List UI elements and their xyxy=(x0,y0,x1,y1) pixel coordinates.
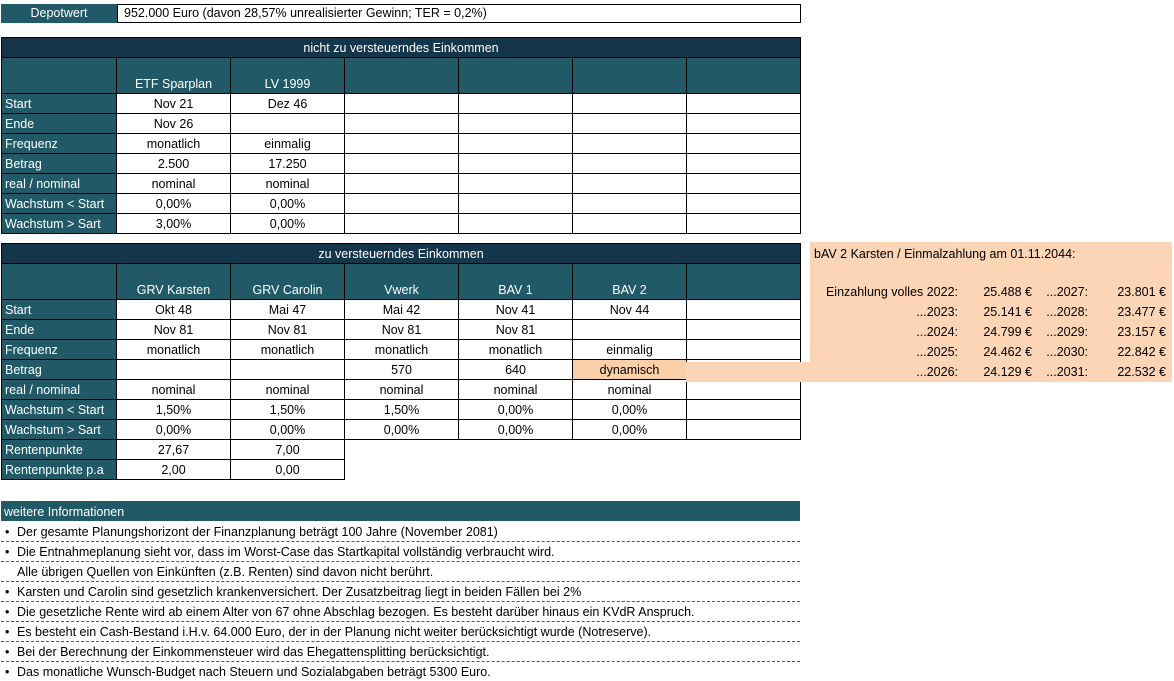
info-text: Bei der Berechnung der Einkommensteuer wird das Ehegattensplitting berücksichtigt. xyxy=(17,645,490,659)
bullet-icon: • xyxy=(5,545,10,559)
table-cell[interactable]: Nov 81 xyxy=(117,320,231,340)
column-header: Vwerk xyxy=(345,264,459,300)
table-cell[interactable]: 0,00% xyxy=(573,400,687,420)
table-cell-empty[interactable] xyxy=(687,114,801,134)
bav2-label: ...2031: xyxy=(1046,365,1088,379)
tax-free-income-table xyxy=(1,37,801,234)
info-text: Karsten und Carolin sind gesetzlich krankenversichert. Der Zusatzbeitrag liegt in beiden Fällen bei 2% xyxy=(17,585,582,599)
table-cell-empty[interactable] xyxy=(687,420,801,440)
bav2-value: 23.801 € xyxy=(1117,285,1166,299)
table-cell-empty[interactable] xyxy=(459,154,573,174)
table-cell[interactable]: Nov 81 xyxy=(231,320,345,340)
row-label: Rentenpunkte xyxy=(2,440,117,460)
table-cell-empty[interactable] xyxy=(687,400,801,420)
bav2-label: ...2030: xyxy=(1046,345,1088,359)
table-cell-empty[interactable] xyxy=(345,174,459,194)
table-cell-empty[interactable] xyxy=(687,340,801,360)
row-label: Frequenz xyxy=(2,340,117,360)
row-label: Wachstum > Sart xyxy=(2,420,117,440)
table-cell[interactable]: 0,00 xyxy=(231,460,345,480)
blank-cell xyxy=(345,440,459,460)
info-header: weitere Informationen xyxy=(1,501,800,521)
info-line xyxy=(1,642,800,662)
table-cell[interactable] xyxy=(573,320,687,340)
blank-cell xyxy=(459,440,573,460)
row-label: real / nominal xyxy=(2,174,117,194)
row-label: Wachstum < Start xyxy=(2,194,117,214)
table-cell[interactable] xyxy=(231,360,345,380)
bav2-row xyxy=(810,362,1172,382)
info-line xyxy=(1,622,800,642)
column-header: BAV 2 xyxy=(573,264,687,300)
bullet-icon: • xyxy=(5,585,10,599)
table-cell[interactable]: 0,00% xyxy=(117,420,231,440)
info-text: Alle übrigen Quellen von Einkünften (z.B. Renten) sind davon nicht berührt. xyxy=(17,565,434,579)
table-cell[interactable]: 0,00% xyxy=(231,420,345,440)
column-header-empty xyxy=(459,58,573,94)
bav2-row xyxy=(810,302,1172,322)
table-cell-empty[interactable] xyxy=(345,214,459,234)
tax_free-title: nicht zu versteuerndes Einkommen xyxy=(2,38,801,58)
table-cell[interactable]: monatlich xyxy=(117,134,231,154)
bav2-label: ...2025: xyxy=(916,345,958,359)
table-cell-empty[interactable] xyxy=(573,214,687,234)
table-cell[interactable]: 640 xyxy=(459,360,573,380)
table-cell[interactable]: 1,50% xyxy=(345,400,459,420)
table-cell-empty[interactable] xyxy=(573,194,687,214)
table-cell[interactable]: 0,00% xyxy=(573,420,687,440)
info-text: Es besteht ein Cash-Bestand i.H.v. 64.000 Euro, der in der Planung nicht weiter berücksichtigt wurde (Notreserve). xyxy=(17,625,652,639)
table-cell[interactable] xyxy=(117,360,231,380)
table-cell-empty[interactable] xyxy=(459,134,573,154)
table-cell[interactable]: 570 xyxy=(345,360,459,380)
info-line xyxy=(1,662,800,681)
blank-cell xyxy=(345,460,459,480)
taxable-income-table xyxy=(1,243,801,480)
table-cell[interactable]: Nov 21 xyxy=(117,94,231,114)
row-label: Betrag xyxy=(2,360,117,380)
table-cell-empty[interactable] xyxy=(573,174,687,194)
info-text: Die Entnahmeplanung sieht vor, dass im Worst-Case das Startkapital vollständig verbraucht wird. xyxy=(17,545,555,559)
table-cell[interactable]: 27,67 xyxy=(117,440,231,460)
table-cell[interactable]: 1,50% xyxy=(117,400,231,420)
row-label: Start xyxy=(2,94,117,114)
table-cell-empty[interactable] xyxy=(459,194,573,214)
table-cell[interactable] xyxy=(231,114,345,134)
row-label: Frequenz xyxy=(2,134,117,154)
table-cell[interactable]: Nov 81 xyxy=(345,320,459,340)
bav2-value: 24.462 € xyxy=(983,345,1032,359)
bullet-icon: • xyxy=(5,605,10,619)
bav2-value: 25.141 € xyxy=(983,305,1032,319)
table-cell[interactable]: 0,00% xyxy=(231,194,345,214)
table-cell-empty[interactable] xyxy=(573,114,687,134)
table-cell-empty[interactable] xyxy=(687,194,801,214)
table-cell[interactable]: Nov 41 xyxy=(459,300,573,320)
table-cell[interactable]: dynamisch xyxy=(573,360,687,380)
table-cell[interactable]: 17.250 xyxy=(231,154,345,174)
table-cell-empty[interactable] xyxy=(345,194,459,214)
bav2-value: 23.157 € xyxy=(1117,325,1166,339)
table-cell-empty[interactable] xyxy=(573,94,687,114)
bav2-label: ...2023: xyxy=(916,305,958,319)
bav2-label: ...2028: xyxy=(1046,305,1088,319)
blank-cell xyxy=(687,460,801,480)
taxable-title: zu versteuerndes Einkommen xyxy=(2,244,801,264)
table-cell[interactable]: nominal xyxy=(345,380,459,400)
table-cell[interactable]: nominal xyxy=(459,380,573,400)
table-cell[interactable]: Nov 81 xyxy=(459,320,573,340)
table-cell-empty[interactable] xyxy=(345,114,459,134)
info-line xyxy=(1,582,800,602)
bullet-icon: • xyxy=(5,665,10,679)
table-cell[interactable]: nominal xyxy=(231,174,345,194)
bav2-panel xyxy=(810,242,1172,382)
table-cell[interactable]: 0,00% xyxy=(231,214,345,234)
table-cell[interactable]: 0,00% xyxy=(459,420,573,440)
table-cell-empty[interactable] xyxy=(687,174,801,194)
row-label: Ende xyxy=(2,114,117,134)
table-cell[interactable]: nominal xyxy=(117,380,231,400)
bav2-row xyxy=(810,342,1172,362)
row-label: real / nominal xyxy=(2,380,117,400)
betrag-highlight-extension xyxy=(686,362,810,382)
info-line xyxy=(1,542,800,562)
row-label: Ende xyxy=(2,320,117,340)
table-cell[interactable]: Okt 48 xyxy=(117,300,231,320)
table-cell-empty[interactable] xyxy=(687,320,801,340)
table-cell-empty[interactable] xyxy=(573,154,687,174)
bav2-label: ...2026: xyxy=(916,365,958,379)
table-cell-empty[interactable] xyxy=(459,174,573,194)
bav2-value: 24.129 € xyxy=(983,365,1032,379)
table-cell[interactable]: nominal xyxy=(231,380,345,400)
table-cell[interactable]: 0,00% xyxy=(345,420,459,440)
table-cell-empty[interactable] xyxy=(687,300,801,320)
table-cell-empty[interactable] xyxy=(345,154,459,174)
bav2-label: ...2024: xyxy=(916,325,958,339)
column-header-empty xyxy=(345,58,459,94)
table-cell[interactable]: 1,50% xyxy=(231,400,345,420)
table-cell[interactable]: 3,00% xyxy=(117,214,231,234)
column-header-empty xyxy=(687,264,801,300)
table-cell[interactable]: monatlich xyxy=(345,340,459,360)
table-cell-empty[interactable] xyxy=(459,94,573,114)
column-header: LV 1999 xyxy=(231,58,345,94)
table-cell-empty[interactable] xyxy=(687,134,801,154)
table-cell-empty[interactable] xyxy=(345,134,459,154)
bullet-icon: • xyxy=(5,625,10,639)
table-cell[interactable]: monatlich xyxy=(117,340,231,360)
bullet-icon: • xyxy=(5,525,10,539)
table-cell[interactable]: Dez 46 xyxy=(231,94,345,114)
bav2-value: 23.477 € xyxy=(1117,305,1166,319)
table-cell-empty[interactable] xyxy=(687,380,801,400)
table-cell-empty[interactable] xyxy=(345,94,459,114)
column-header: ETF Sparplan xyxy=(117,58,231,94)
table-cell[interactable]: Nov 44 xyxy=(573,300,687,320)
bav2-label: ...2029: xyxy=(1046,325,1088,339)
table-cell[interactable]: Nov 26 xyxy=(117,114,231,134)
depotwert-label: Depotwert xyxy=(1,4,117,23)
blank-cell xyxy=(687,440,801,460)
row-label: Start xyxy=(2,300,117,320)
bav2-row xyxy=(810,322,1172,342)
table-cell[interactable]: monatlich xyxy=(459,340,573,360)
bav2-label: Einzahlung volles 2022: xyxy=(825,285,958,299)
table-cell[interactable]: 2.500 xyxy=(117,154,231,174)
table-cell[interactable]: Mai 42 xyxy=(345,300,459,320)
info-text: Der gesamte Planungshorizont der Finanzplanung beträgt 100 Jahre (November 2081) xyxy=(17,525,498,539)
bullet-icon: • xyxy=(5,645,10,659)
bav2-label: ...2027: xyxy=(1046,285,1088,299)
row-label: Wachstum < Start xyxy=(2,400,117,420)
info-line xyxy=(1,562,800,582)
column-header-empty xyxy=(573,58,687,94)
table-cell[interactable]: Mai 47 xyxy=(231,300,345,320)
table-cell-empty[interactable] xyxy=(687,214,801,234)
info-line xyxy=(1,602,800,622)
header-corner xyxy=(2,58,117,94)
row-label: Rentenpunkte p.a xyxy=(2,460,117,480)
table-cell-empty[interactable] xyxy=(459,114,573,134)
table-cell[interactable]: 2,00 xyxy=(117,460,231,480)
table-cell[interactable]: 0,00% xyxy=(117,194,231,214)
info-text: Das monatliche Wunsch-Budget nach Steuern und Sozialabgaben beträgt 5300 Euro. xyxy=(17,665,491,679)
blank-cell xyxy=(573,440,687,460)
column-header: BAV 1 xyxy=(459,264,573,300)
column-header: GRV Karsten xyxy=(117,264,231,300)
bav2-title: bAV 2 Karsten / Einmalzahlung am 01.11.2044: xyxy=(814,247,1076,261)
table-cell[interactable]: monatlich xyxy=(231,340,345,360)
table-cell-empty[interactable] xyxy=(573,134,687,154)
depotwert-value[interactable]: 952.000 Euro (davon 28,57% unrealisierter Gewinn; TER = 0,2%) xyxy=(117,4,801,23)
table-cell[interactable]: nominal xyxy=(117,174,231,194)
row-label: Betrag xyxy=(2,154,117,174)
bav2-value: 24.799 € xyxy=(983,325,1032,339)
blank-cell xyxy=(459,460,573,480)
bav2-row xyxy=(810,282,1172,302)
column-header-empty xyxy=(687,58,801,94)
info-line xyxy=(1,522,800,542)
table-cell[interactable]: 7,00 xyxy=(231,440,345,460)
row-label: Wachstum > Sart xyxy=(2,214,117,234)
bav2-value: 22.842 € xyxy=(1117,345,1166,359)
table-cell-empty[interactable] xyxy=(687,154,801,174)
table-cell[interactable]: nominal xyxy=(573,380,687,400)
table-cell-empty[interactable] xyxy=(459,214,573,234)
table-cell[interactable]: einmalig xyxy=(231,134,345,154)
column-header: GRV Carolin xyxy=(231,264,345,300)
table-cell[interactable]: einmalig xyxy=(573,340,687,360)
header-corner xyxy=(2,264,117,300)
table-cell-empty[interactable] xyxy=(687,94,801,114)
table-cell[interactable]: 0,00% xyxy=(459,400,573,420)
info-text: Die gesetzliche Rente wird ab einem Alter von 67 ohne Abschlag bezogen. Es besteht darüber hinaus ein KVdR Anspruch. xyxy=(17,605,695,619)
bav2-value: 25.488 € xyxy=(983,285,1032,299)
bav2-value: 22.532 € xyxy=(1117,365,1166,379)
blank-cell xyxy=(573,460,687,480)
